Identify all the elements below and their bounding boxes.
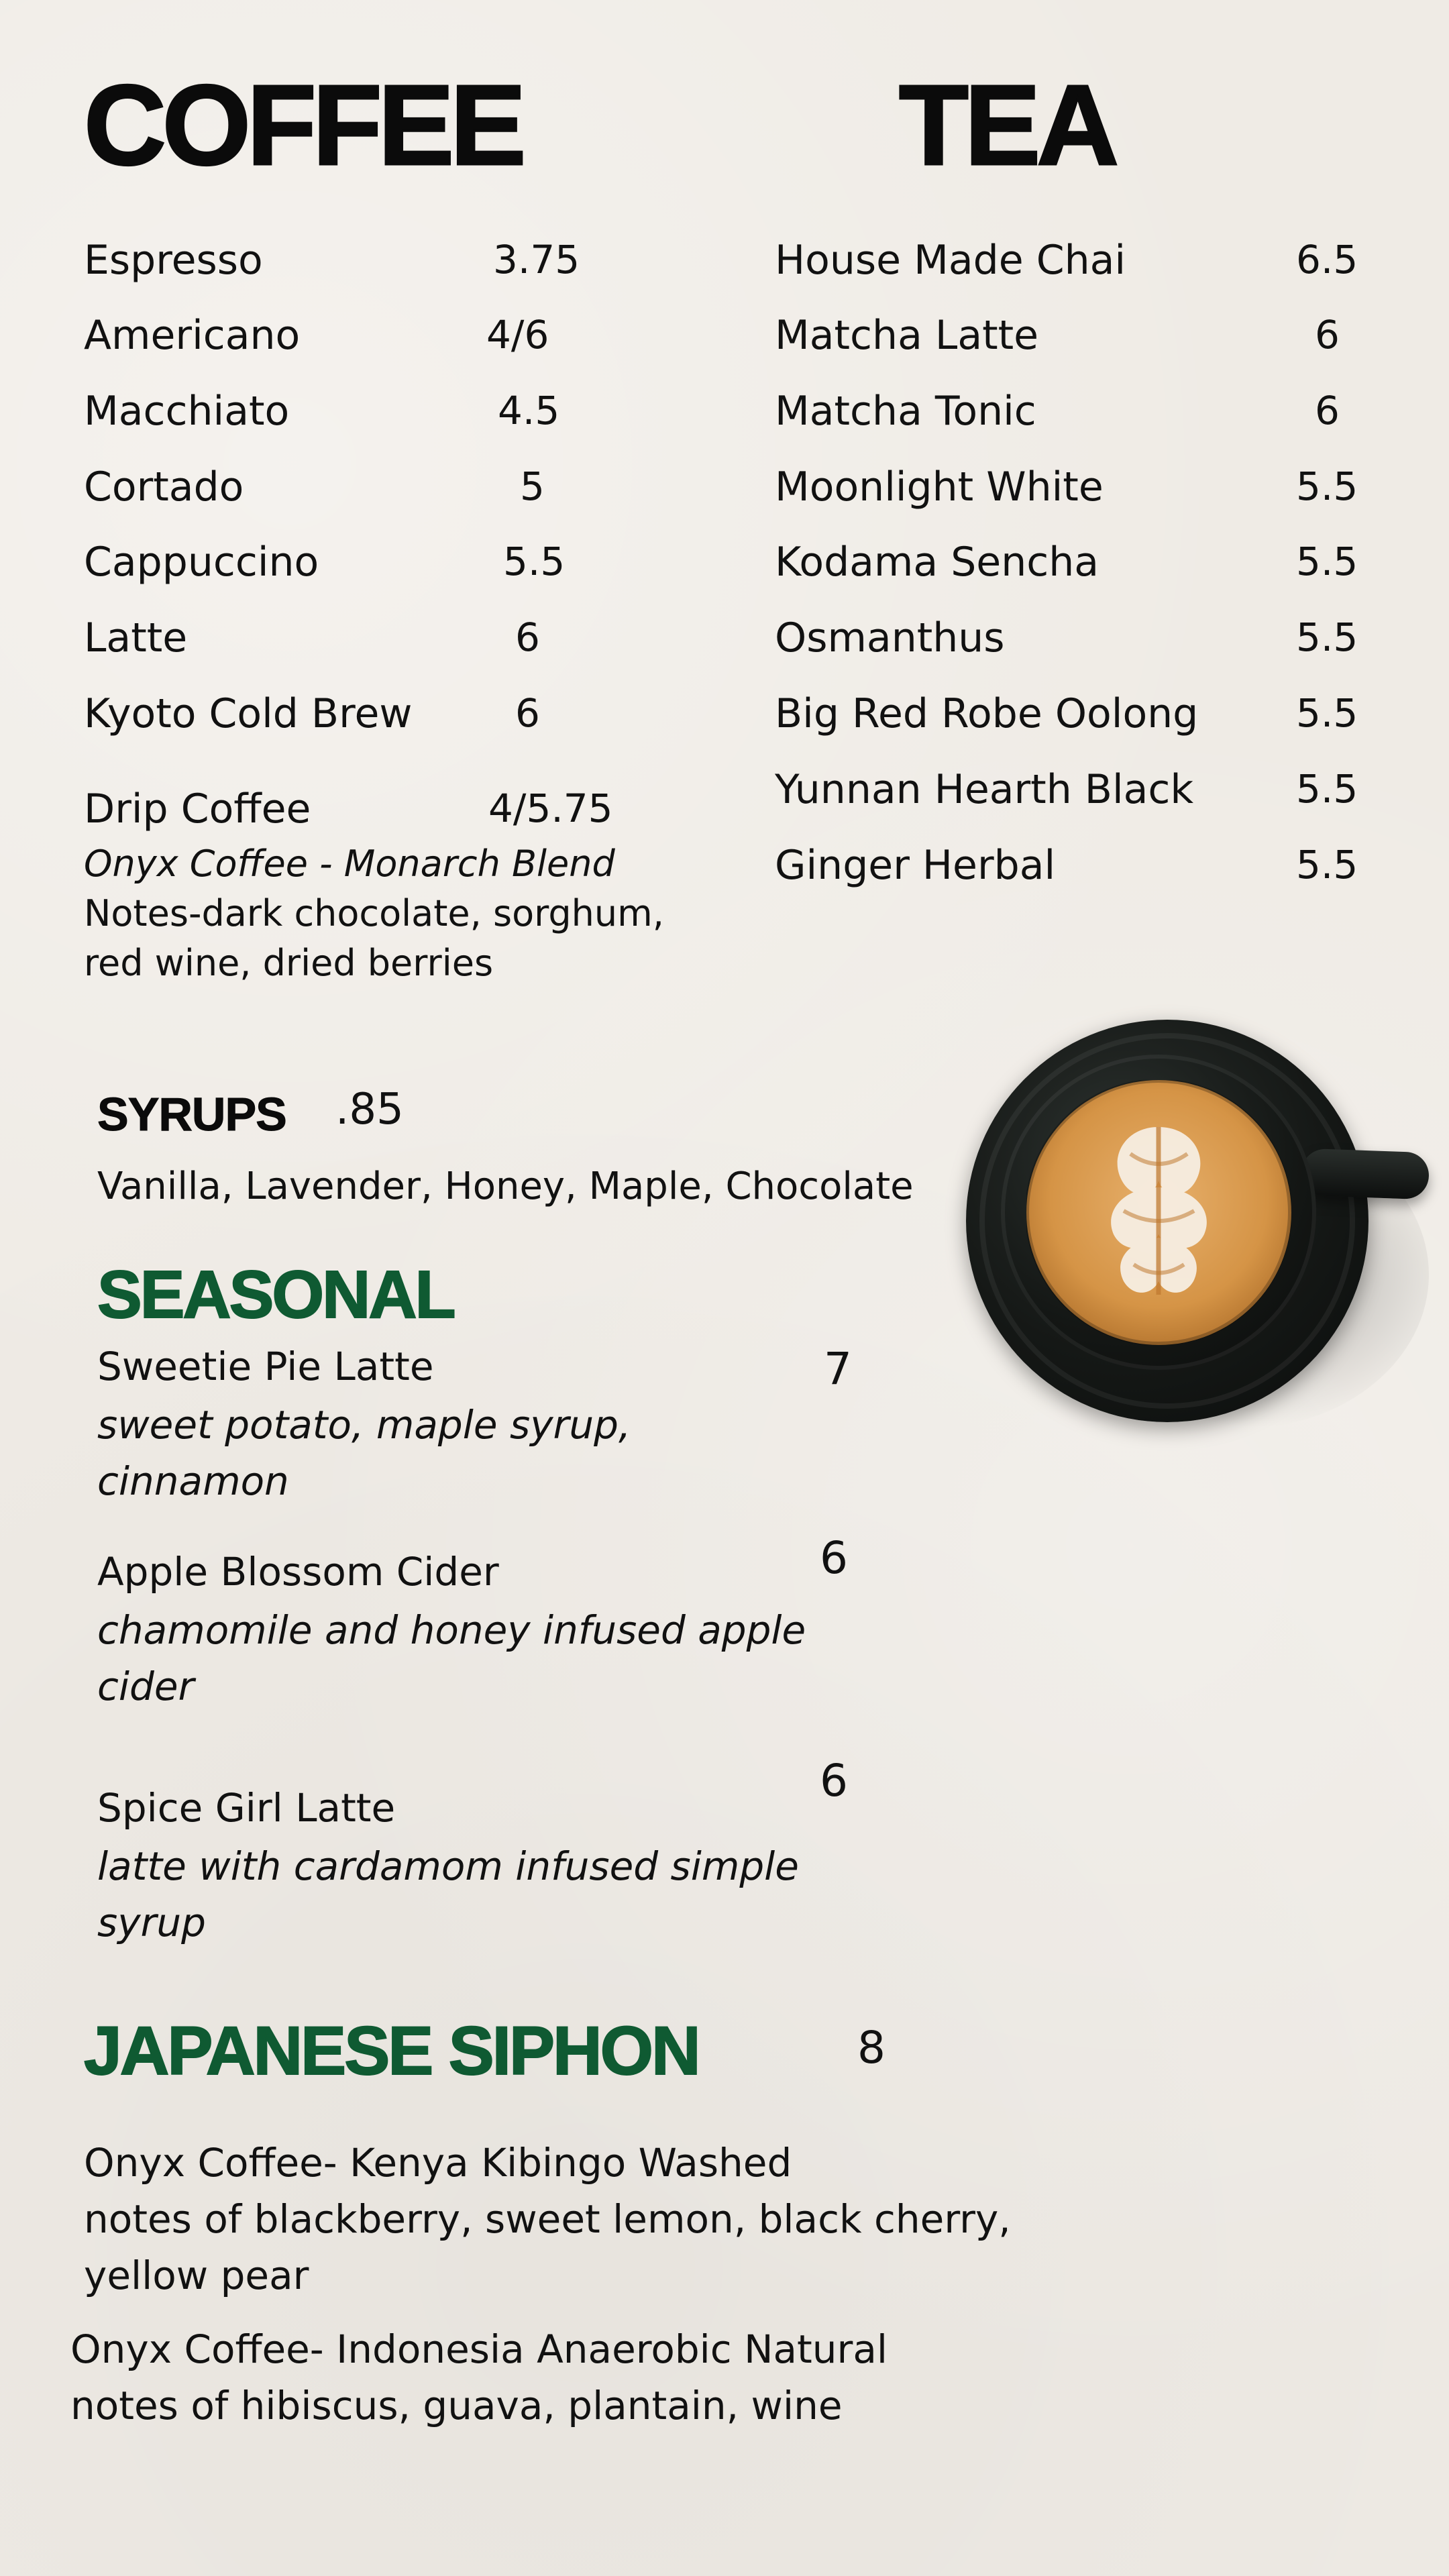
coffee-item-latte: Latte: [84, 614, 188, 661]
tea-item-osmanthus: Osmanthus: [775, 614, 1005, 661]
latte-surface: [1026, 1080, 1291, 1345]
coffee-item-cappuccino: Cappuccino: [84, 539, 319, 586]
latte-art-icon: [1026, 1080, 1291, 1345]
tea-price-moonlight-white: 5.5: [1296, 464, 1358, 509]
latte-cup-icon: [953, 1006, 1436, 1462]
seasonal-item-apple-blossom-cider: Apple Blossom Cider: [97, 1549, 499, 1595]
tea-item-matcha-tonic: Matcha Tonic: [775, 388, 1036, 435]
tea-price-matcha-tonic: 6: [1315, 388, 1340, 433]
siphon-item-kenya: Onyx Coffee- Kenya Kibingo Washed: [84, 2140, 792, 2186]
drip-blend: Onyx Coffee - Monarch Blend: [84, 843, 615, 885]
syrups-heading: SYRUPS: [97, 1088, 286, 1140]
coffee-price-kyoto-cold-brew: 6: [515, 690, 540, 736]
coffee-price-cortado: 5: [520, 464, 545, 509]
cup-handle: [1301, 1148, 1430, 1200]
coffee-price-latte: 6: [515, 614, 540, 660]
siphon-notes-kenya-line1: notes of blackberry, sweet lemon, black cherry,: [84, 2196, 1011, 2242]
seasonal-item-sweetie-pie-latte: Sweetie Pie Latte: [97, 1344, 434, 1389]
siphon-heading: JAPANESE SIPHON: [84, 2012, 699, 2089]
syrups-list: Vanilla, Lavender, Honey, Maple, Chocolate: [97, 1165, 914, 1208]
seasonal-desc-spice-girl-line1: latte with cardamom infused simple: [97, 1843, 799, 1889]
coffee-price-espresso: 3.75: [493, 237, 580, 282]
tea-item-yunnan-hearth-black: Yunnan Hearth Black: [775, 766, 1194, 813]
coffee-item-espresso: Espresso: [84, 237, 263, 284]
tea-price-ginger-herbal: 5.5: [1296, 842, 1358, 888]
tea-item-big-red-robe-oolong: Big Red Robe Oolong: [775, 690, 1199, 737]
siphon-notes-kenya-line2: yellow pear: [84, 2253, 309, 2298]
seasonal-desc-spice-girl-line2: syrup: [97, 1900, 206, 1945]
seasonal-desc-sweetie-pie-line2: cinnamon: [97, 1458, 289, 1504]
coffee-price-macchiato: 4.5: [498, 388, 560, 433]
tea-price-matcha-latte: 6: [1315, 312, 1340, 358]
siphon-notes-indonesia-line1: notes of hibiscus, guava, plantain, wine: [70, 2383, 843, 2428]
tea-item-house-made-chai: House Made Chai: [775, 237, 1126, 284]
siphon-price: 8: [857, 2022, 885, 2074]
coffee-item-americano: Americano: [84, 312, 301, 359]
coffee-price-drip: 4/5.75: [488, 786, 613, 831]
seasonal-price-spice-girl-latte: 6: [820, 1755, 848, 1807]
coffee-price-americano: 4/6: [486, 312, 549, 358]
tea-price-big-red-robe-oolong: 5.5: [1296, 690, 1358, 736]
syrups-price: .85: [335, 1085, 404, 1134]
coffee-item-drip: Drip Coffee: [84, 786, 311, 833]
tea-price-osmanthus: 5.5: [1296, 614, 1358, 660]
seasonal-price-sweetie-pie-latte: 7: [824, 1343, 852, 1395]
siphon-item-indonesia: Onyx Coffee- Indonesia Anaerobic Natural: [70, 2326, 888, 2372]
drip-notes-line2: red wine, dried berries: [84, 942, 494, 984]
tea-price-house-made-chai: 6.5: [1296, 237, 1358, 282]
drip-notes-line1: Notes-dark chocolate, sorghum,: [84, 892, 664, 934]
tea-item-moonlight-white: Moonlight White: [775, 464, 1104, 511]
coffee-item-cortado: Cortado: [84, 464, 244, 511]
seasonal-heading: SEASONAL: [97, 1257, 454, 1332]
tea-item-ginger-herbal: Ginger Herbal: [775, 842, 1056, 889]
tea-item-matcha-latte: Matcha Latte: [775, 312, 1039, 359]
seasonal-desc-apple-blossom-line1: chamomile and honey infused apple: [97, 1607, 806, 1653]
coffee-price-cappuccino: 5.5: [503, 539, 566, 584]
seasonal-item-spice-girl-latte: Spice Girl Latte: [97, 1785, 396, 1831]
seasonal-desc-sweetie-pie-line1: sweet potato, maple syrup,: [97, 1402, 631, 1448]
coffee-heading: COFFEE: [84, 62, 523, 189]
coffee-item-macchiato: Macchiato: [84, 388, 290, 435]
tea-heading: TEA: [899, 62, 1115, 189]
coffee-item-kyoto-cold-brew: Kyoto Cold Brew: [84, 690, 413, 737]
tea-price-kodama-sencha: 5.5: [1296, 539, 1358, 584]
seasonal-desc-apple-blossom-line2: cider: [97, 1664, 195, 1709]
tea-price-yunnan-hearth-black: 5.5: [1296, 766, 1358, 812]
tea-item-kodama-sencha: Kodama Sencha: [775, 539, 1099, 586]
seasonal-price-apple-blossom-cider: 6: [820, 1532, 848, 1584]
